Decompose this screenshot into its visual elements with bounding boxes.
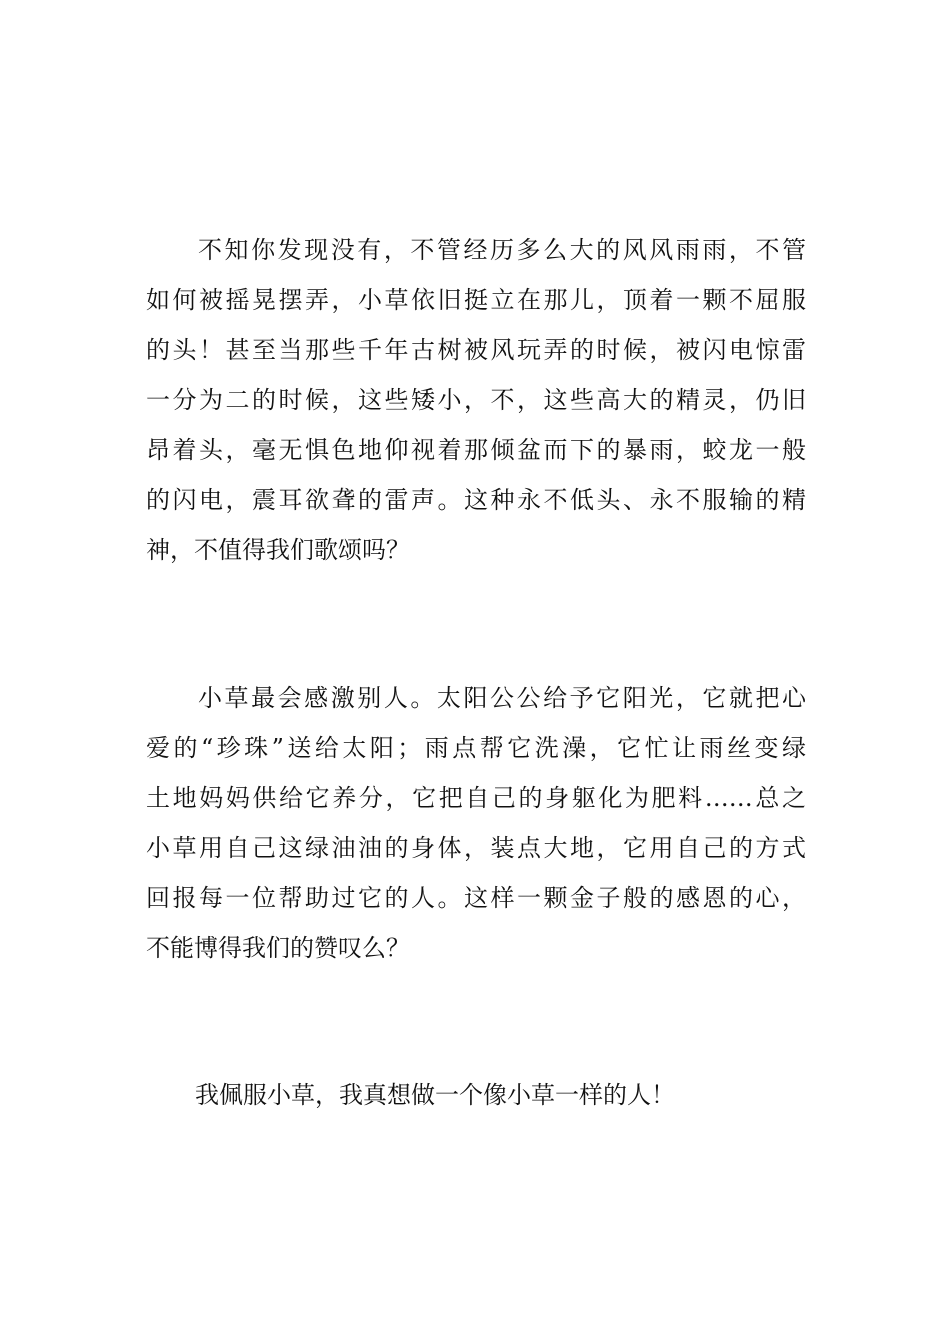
- paragraph-line: 如何被摇晃摆弄，小草依旧挺立在那儿，顶着一颗不屈服: [146, 286, 806, 314]
- paragraph-line: 不能博得我们的赞叹么？: [146, 934, 410, 962]
- paragraph-line: 的头！甚至当那些千年古树被风玩弄的时候，被闪电惊雷: [146, 336, 806, 364]
- paragraph-line: 回报每一位帮助过它的人。这样一颗金子般的感恩的心，: [146, 884, 806, 912]
- paragraph-line: 一分为二的时候，这些矮小，不，这些高大的精灵，仍旧: [146, 386, 806, 414]
- paragraph-line: 我佩服小草，我真想做一个像小草一样的人！: [195, 1081, 675, 1109]
- paragraph-line: 小草用自己这绿油油的身体，装点大地，它用自己的方式: [146, 834, 806, 862]
- paragraph-line: 神，不值得我们歌颂吗？: [146, 536, 410, 564]
- paragraph-line: 不知你发现没有，不管经历多么大的风风雨雨，不管: [198, 236, 806, 264]
- paragraph-line: 昂着头，毫无惧色地仰视着那倾盆而下的暴雨，蛟龙一般: [146, 436, 806, 464]
- paragraph-line: 小草最会感激别人。太阳公公给予它阳光，它就把心: [198, 684, 806, 712]
- paragraph-line: 土地妈妈供给它养分，它把自己的身躯化为肥料……总之: [146, 784, 806, 812]
- paragraph-line: 的闪电，震耳欲聋的雷声。这种永不低头、永不服输的精: [146, 486, 806, 514]
- paragraph-line: 爱的“珍珠”送给太阳；雨点帮它洗澡，它忙让雨丝变绿: [146, 734, 806, 762]
